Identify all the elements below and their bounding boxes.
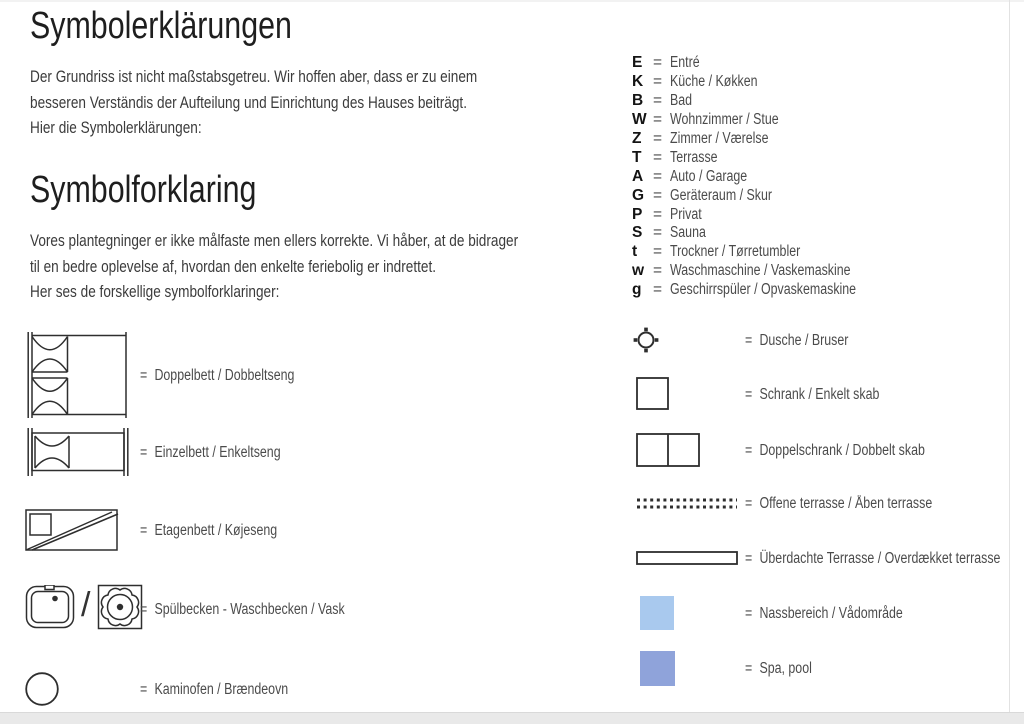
- intro-german-line2: besseren Verständis der Aufteilung und Einrichtung des Hauses beiträgt.: [30, 92, 467, 112]
- shower-icon: [633, 327, 659, 353]
- single-cabinet-icon: [636, 377, 669, 410]
- intro-danish-line3: Her ses de forskellige symbolforklaringer:: [30, 282, 280, 301]
- symbol-label-double-cabinet: = Doppelschrank / Dobbelt skab: [745, 442, 925, 459]
- room-code-row: P = Privat: [632, 205, 702, 223]
- room-code-row: g = Geschirrspüler / Opvaskemaskine: [632, 281, 857, 299]
- single-bed-icon: [25, 428, 131, 476]
- wash-basin-icon: [97, 584, 143, 630]
- spa-pool-swatch: [640, 651, 675, 686]
- wet-area-swatch: [640, 596, 674, 630]
- room-code-row: K = Küche / Køkken: [632, 73, 758, 91]
- symbol-label-open-terrace: = Offene terrasse / Åben terrasse: [745, 495, 933, 512]
- page-edge-top: [0, 0, 1024, 2]
- room-code-row: t = Trockner / Tørretumbler: [632, 243, 801, 261]
- kitchen-sink-icon: [25, 585, 75, 629]
- room-code-row: S = Sauna: [632, 224, 706, 242]
- open-terrace-icon: [636, 497, 738, 510]
- intro-danish-line2: til en bedre oplevelse af, hvordan den enkelte feriebolig er indrettet.: [30, 256, 436, 276]
- room-code-row: B = Bad: [632, 92, 693, 110]
- intro-german: [30, 64, 589, 141]
- room-code-row: T = Terrasse: [632, 148, 718, 166]
- symbol-label-wood-stove: = Kaminofen / Brændeovn: [140, 681, 289, 698]
- room-code-row: W = Wohnzimmer / Stue: [632, 111, 779, 129]
- symbol-label-single-bed: = Einzelbett / Enkeltseng: [140, 444, 281, 461]
- double-bed-icon: [25, 332, 131, 418]
- sink-separator-slash: /: [81, 586, 91, 624]
- intro-danish: [30, 228, 640, 305]
- symbol-label-covered-terrace: = Überdachte Terrasse / Overdækket terrasse: [745, 550, 1001, 567]
- room-code-legend: [632, 54, 903, 300]
- room-code-row: G = Geräteraum / Skur: [632, 186, 772, 204]
- page-title-german: Symbolerklärungen: [30, 5, 292, 47]
- wood-stove-icon: [24, 671, 60, 707]
- intro-danish-line1: Vores plantegninger er ikke målfaste men ellers korrekte. Vi håber, at de bidrager: [30, 231, 519, 250]
- symbol-label-single-cabinet: = Schrank / Enkelt skab: [745, 386, 880, 403]
- page-edge-bottom: [0, 712, 1024, 724]
- room-code-row: E = Entré: [632, 54, 700, 72]
- symbol-label-shower: = Dusche / Bruser: [745, 332, 849, 349]
- symbol-label-bunk-bed: = Etagenbett / Køjeseng: [140, 522, 278, 539]
- double-cabinet-icon: [636, 433, 700, 467]
- covered-terrace-icon: [636, 551, 738, 565]
- room-code-row: Z = Zimmer / Værelse: [632, 130, 769, 147]
- intro-german-line3: Hier die Symbolerklärungen:: [30, 118, 202, 137]
- room-code-row: w = Waschmaschine / Vaskemaskine: [632, 262, 851, 280]
- symbol-label-wet-area: = Nassbereich / Vådområde: [745, 605, 903, 622]
- page-edge-right: [1009, 0, 1010, 724]
- symbol-label-spa-pool: = Spa, pool: [745, 660, 812, 677]
- symbol-label-double-bed: = Doppelbett / Dobbeltseng: [140, 367, 295, 384]
- bunk-bed-icon: [25, 509, 119, 551]
- intro-german-line1: Der Grundriss ist nicht maßstabsgetreu. Wir hoffen aber, dass er zu einem: [30, 67, 478, 86]
- page-title-danish: Symbolforklaring: [30, 169, 257, 211]
- symbol-label-sink: = Spülbecken - Waschbecken / Vask: [140, 601, 345, 618]
- room-code-row: A = Auto / Garage: [632, 167, 748, 185]
